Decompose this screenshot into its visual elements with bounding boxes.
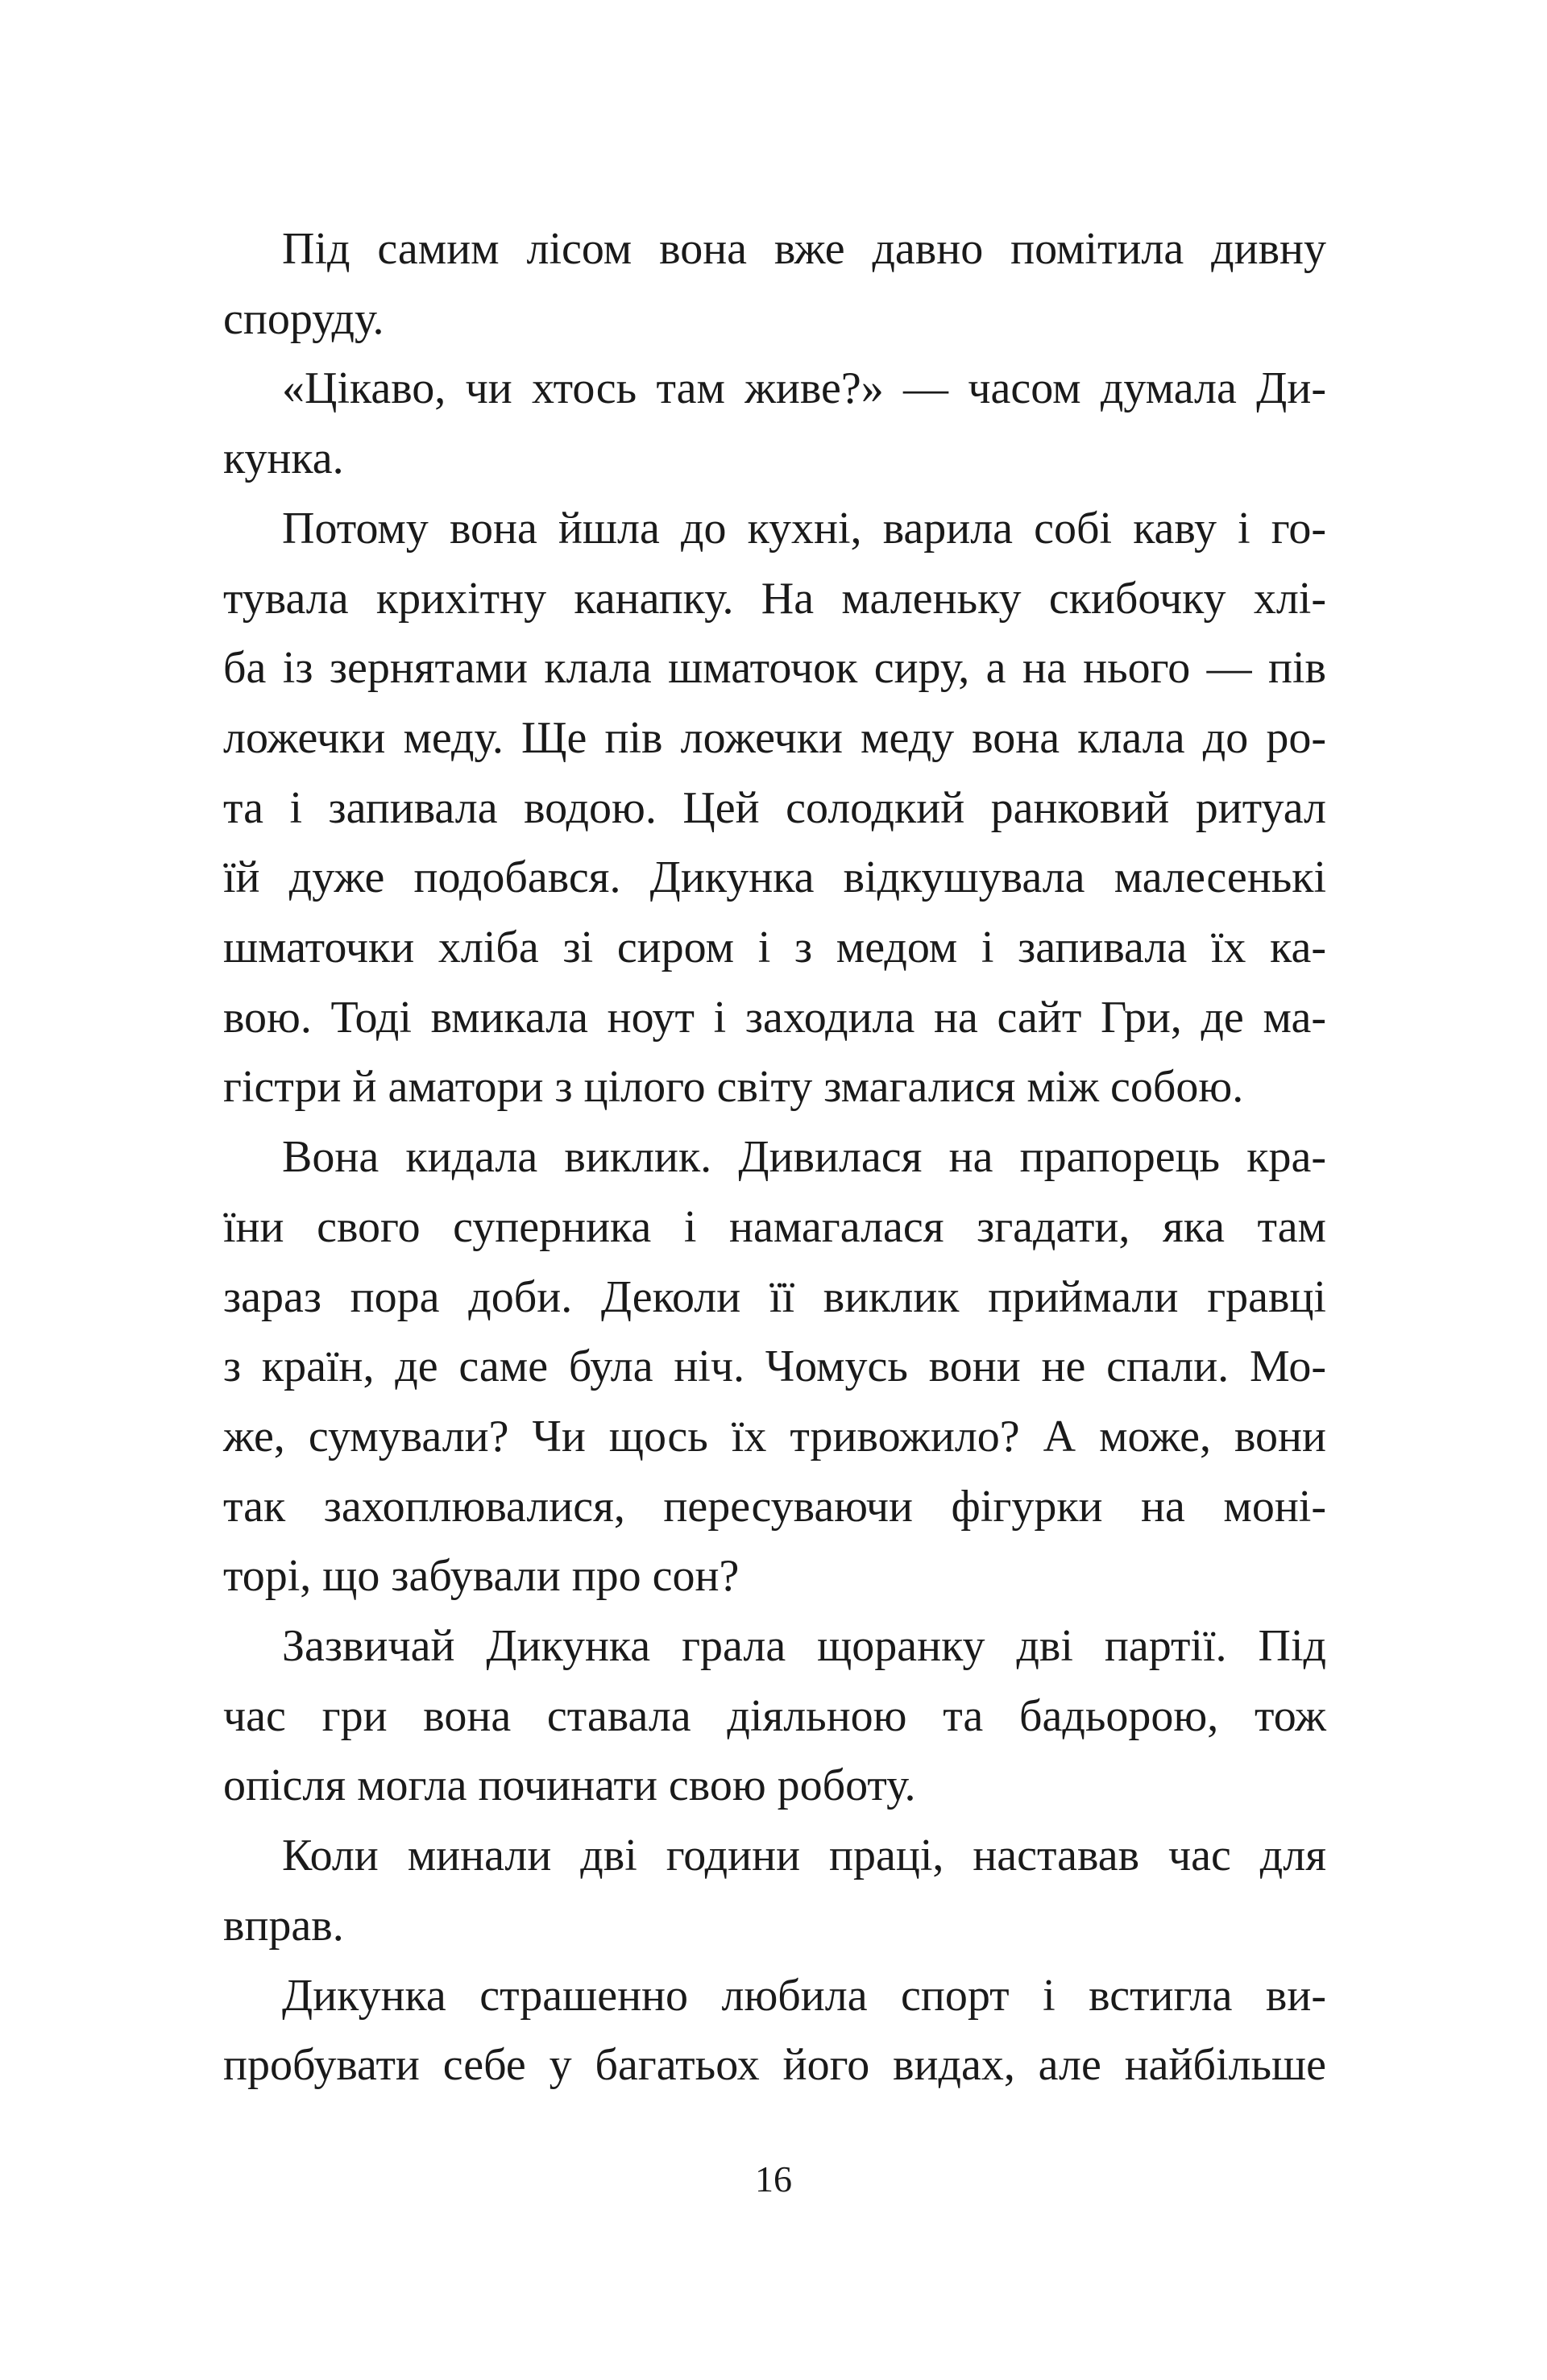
paragraph (223, 1611, 1326, 1821)
text-line: Зазвичай Дикунка грала щоранку дві партії. Під (282, 1621, 1326, 1672)
text-line: Під самим лісом вона вже давно помітила дивну (282, 224, 1326, 274)
paragraph (223, 1961, 1326, 2100)
paragraph (223, 494, 1326, 1122)
text-line: Дикунка страшенно любила спорт і встигла ви- (282, 1970, 1326, 2021)
paragraph (223, 1821, 1326, 1960)
text-line: Коли минали дві години праці, наставав час для (282, 1831, 1326, 1881)
paragraph (223, 354, 1326, 493)
page-number: 16 (755, 2158, 792, 2200)
text-line: гістри й аматори з цілого світу змагалися між собою. (223, 1062, 1244, 1113)
text-line: тувала крихітну канапку. На маленьку скибочку хлі- (223, 573, 1326, 624)
text-line: опісля могла починати свою роботу. (223, 1760, 916, 1811)
text-line: вправ. (223, 1900, 344, 1951)
text-line: же, сумували? Чи щось їх тривожило? А може, вони (223, 1411, 1326, 1462)
text-line: Вона кидала виклик. Дивилася на прапорець кра- (282, 1132, 1326, 1183)
text-line: споруду. (223, 293, 384, 344)
text-line: так захоплювалися, пересуваючи фігурки на моні- (223, 1481, 1326, 1532)
text-line: шматочки хліба зі сиром і з медом і запивала їх ка- (223, 923, 1326, 973)
body-text (223, 214, 1326, 2100)
text-line: вою. Тоді вмикала ноут і заходила на сайт Гри, де ма- (223, 992, 1326, 1043)
text-line: торі, що забували про сон? (223, 1551, 740, 1602)
text-line: їй дуже подобався. Дикунка відкушувала малесенькі (223, 852, 1326, 903)
text-line: кунка. (223, 433, 344, 484)
text-line: та і запивала водою. Цей солодкий ранковий ритуал (223, 782, 1326, 833)
text-line: ба із зернятами клала шматочок сиру, а на нього — пів (223, 643, 1326, 694)
text-line: їни свого суперника і намагалася згадати, яка там (223, 1201, 1326, 1252)
text-line: ложечки меду. Ще пів ложечки меду вона клала до ро- (223, 712, 1326, 763)
paragraph (223, 214, 1326, 354)
text-line: з країн, де саме була ніч. Чомусь вони не спали. Мо- (223, 1341, 1326, 1392)
text-line: Потому вона йшла до кухні, варила собі каву і го- (282, 503, 1326, 554)
text-line: пробувати себе у багатьох його видах, але найбільше (223, 2040, 1326, 2091)
text-line: зараз пора доби. Деколи її виклик приймали гравці (223, 1271, 1326, 1322)
paragraph (223, 1122, 1326, 1611)
text-line: час гри вона ставала діяльною та бадьорою, тож (223, 1690, 1326, 1741)
text-line: «Цікаво, чи хтось там живе?» — часом думала Ди- (282, 363, 1326, 414)
